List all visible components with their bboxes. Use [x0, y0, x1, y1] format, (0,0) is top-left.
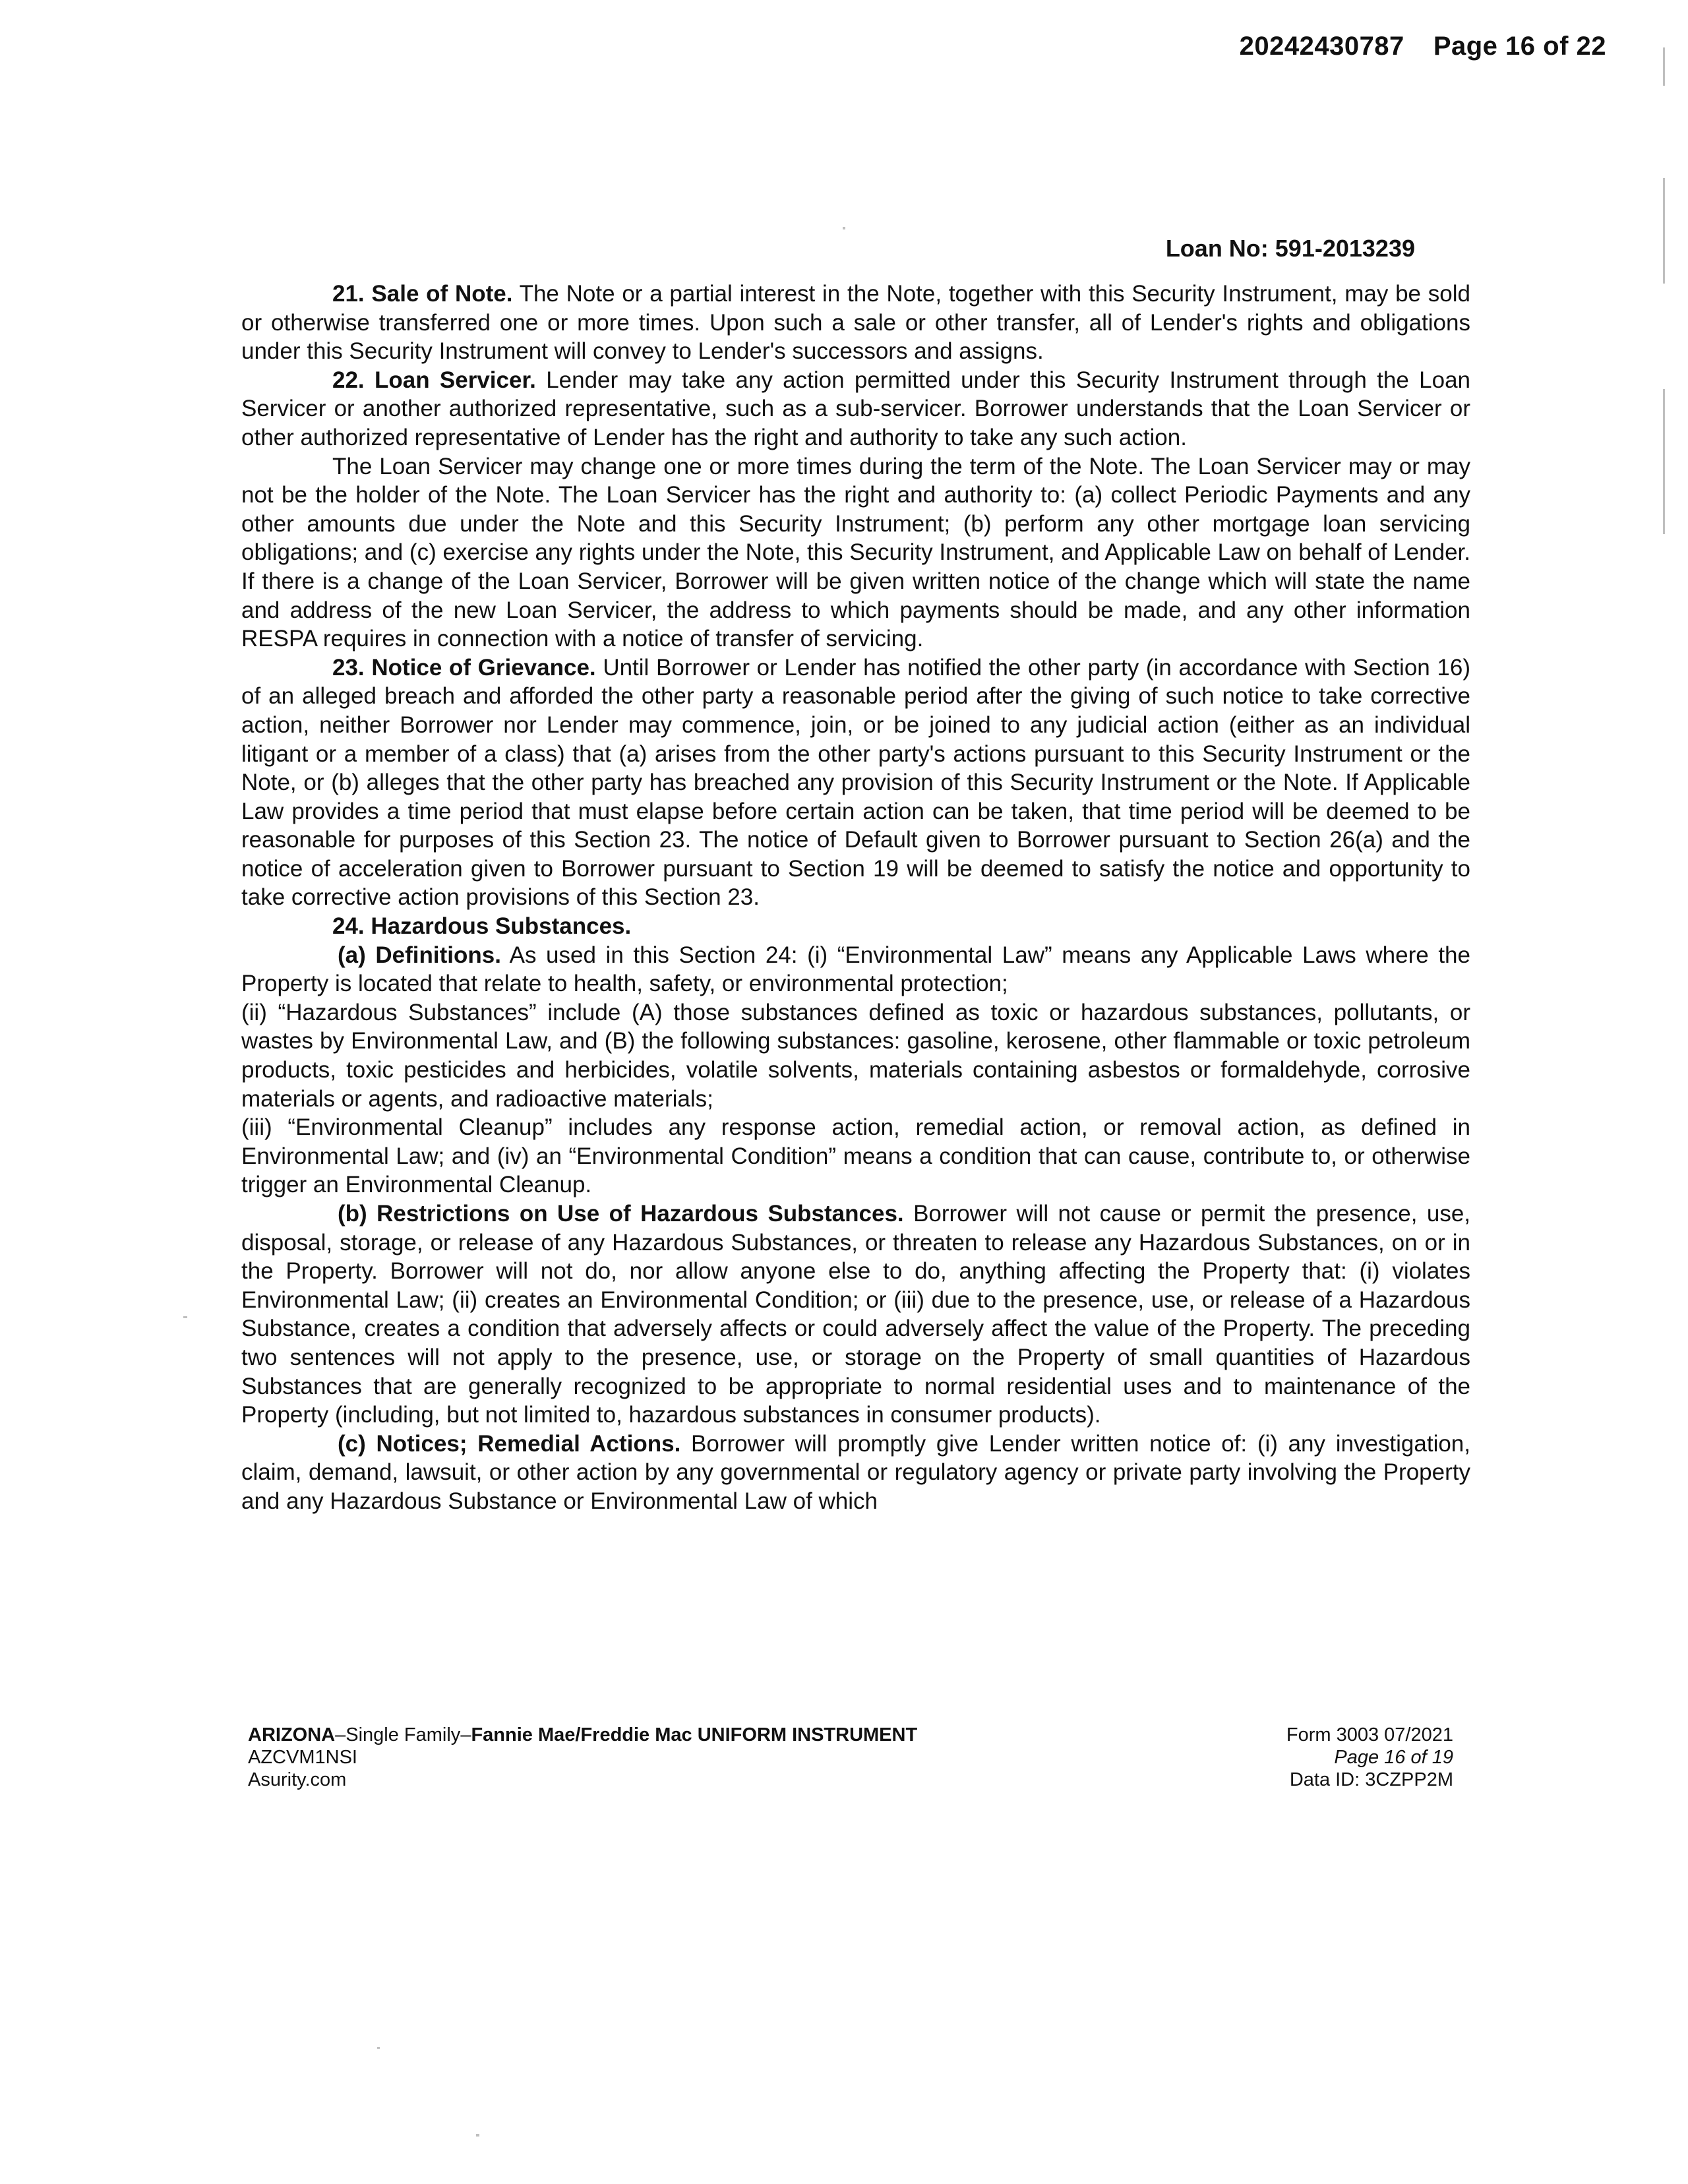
form-page-reference: Page 16 of 19: [1334, 1747, 1453, 1768]
section-21: [241, 280, 1470, 366]
section-24c-heading: (c) Notices; Remedial Actions.: [338, 1430, 681, 1457]
scan-artifact-dot-2: [183, 1316, 187, 1318]
form-separator-1: –: [335, 1724, 346, 1745]
section-21-text: The Note or a partial interest in the Note, together with this Security Instrument, may be sold or otherwise transferred one or more times. Upon such a sale or other transfer, all of Lender's rights and obligations under this Security Instrument will convey to Lender's successors and assigns.: [241, 281, 1470, 365]
recording-header: [1240, 32, 1606, 61]
section-24a-text: As used in this Section 24: (i) “Environmental Law” means any Applicable Laws where the Property is located that relate to health, safety, or environmental protection;: [241, 942, 1470, 997]
scan-artifact-right-2: [1663, 178, 1665, 284]
form-number: Form 3003 07/2021: [1286, 1724, 1453, 1745]
section-24-heading: 24. Hazardous Substances.: [332, 913, 632, 940]
loan-number: Loan No: 591-2013239: [1165, 235, 1415, 262]
page-indicator: Page 16 of 22: [1433, 32, 1606, 61]
section-23: [241, 653, 1470, 912]
section-24c-text: Borrower will promptly give Lender written notice of: (i) any investigation, claim, demand, lawsuit, or other action by any governmental or regulatory agency or private party involving the Property and any Hazardous Substance or Environmental Law of which: [241, 1430, 1470, 1514]
form-instrument: Fannie Mae/Freddie Mac UNIFORM INSTRUMENT: [471, 1724, 918, 1745]
form-footer-right: [1286, 1724, 1453, 1791]
document-number: 20242430787: [1239, 32, 1404, 61]
form-data-id: Data ID: 3CZPP2M: [1289, 1769, 1453, 1790]
section-24a-iii: (iii) “Environmental Cleanup” includes any response action, remedial action, or removal action, as defined in Environmental Law; and (iv) an “Environmental Condition” means a condition that can cause, contribute to, or otherwise trigger an Environmental Cleanup.: [241, 1114, 1470, 1198]
form-title: [248, 1724, 917, 1746]
section-24a-heading: (a) Definitions.: [338, 942, 501, 968]
section-21-heading: 21. Sale of Note.: [332, 281, 513, 307]
section-23-text: Until Borrower or Lender has notified the other party (in accordance with Section 16) of an alleged breach and afforded the other party a reasonable period after the giving of such notice to take corrective action, neither Borrower nor Lender may commence, join, or be joined to any judicial action (either as an individual litigant or a member of a class) that (a) arises from the other party's actions pursuant to this Security Instrument or the Note, or (b) alleges that the other party has breached any provision of this Security Instrument or the Note. If Applicable Law provides a time period that must elapse before certain action can be taken, that time period will be deemed to be reasonable for purposes of this Section 23. The notice of Default given to Borrower pursuant to Section 26(a) and the notice of acceleration given to Borrower pursuant to Section 19 will be deemed to satisfy the notice and opportunity to take corrective action provisions of this Section 23.: [241, 654, 1471, 911]
scan-artifact-dot-3: [377, 2047, 380, 2049]
scan-artifact-dot-1: [843, 227, 845, 229]
document-body: [241, 280, 1470, 1516]
section-22: [241, 366, 1470, 452]
scan-artifact-dot-4: [476, 2134, 479, 2137]
section-24a-ii: (ii) “Hazardous Substances” include (A) those substances defined as toxic or hazardous substances, pollutants, or wastes by Environmental Law, and (B) the following substances: gasoline, kerosene, other flammable or toxic petroleum products, toxic pesticides and herbicides, volatile solvents, materials containing asbestos or formaldehyde, corrosive materials or agents, and radioactive materials;: [241, 999, 1470, 1112]
section-24b-text: Borrower will not cause or permit the presence, use, disposal, storage, or release of any Hazardous Substances, or threaten to release any Hazardous Substances, on or in the Property. Borrower will not do, nor allow anyone else to do, anything affecting the Property that: (i) violates Environmental Law; (ii) creates an Environmental Condition; or (iii) due to the presence, use, or release of a Hazardous Substance, creates a condition that adversely affects or could adversely affect the value of the Property. The preceding two sentences will not apply to the presence, use, or storage on the Property of small quantities of Hazardous Substances that are generally recognized to be appropriate to normal residential uses and to maintenance of the Property (including, but not limited to, hazardous substances in consumer products).: [241, 1201, 1471, 1428]
form-state: ARIZONA: [248, 1724, 336, 1745]
form-family: Single Family: [346, 1724, 461, 1745]
form-website: Asurity.com: [248, 1769, 347, 1790]
form-footer-left: [248, 1724, 917, 1791]
section-24b-heading: (b) Restrictions on Use of Hazardous Substances.: [338, 1201, 904, 1227]
section-24a: [241, 941, 1470, 998]
section-22-text: Lender may take any action permitted under this Security Instrument through the Loan Servicer or another authorized representative, such as a sub-servicer. Borrower understands that the Loan Servicer or other authorized representative of Lender has the right and authority to take any such action.: [241, 367, 1471, 450]
form-separator-2: –: [460, 1724, 471, 1745]
scan-artifact-right-3: [1663, 389, 1665, 534]
section-24c: [241, 1430, 1470, 1516]
section-24: [241, 912, 1470, 941]
section-22-heading: 22. Loan Servicer.: [332, 367, 536, 393]
scan-artifact-right-1: [1663, 47, 1665, 86]
section-24b: [241, 1199, 1470, 1430]
section-22-paragraph-2: The Loan Servicer may change one or more times during the term of the Note. The Loan Servicer may or may not be the holder of the Note. The Loan Servicer has the right and authority to: (a) collect Periodic Payments and any other amounts due under the Note and this Security Instrument; (b) perform any other mortgage loan servicing obligations; and (c) exercise any rights under the Note, this Security Instrument, and Applicable Law on behalf of Lender. If there is a change of the Loan Servicer, Borrower will be given written notice of the change which will state the name and address of the new Loan Servicer, the address to which payments should be made, and any other information RESPA requires in connection with a notice of transfer of servicing.: [241, 453, 1470, 652]
form-code: AZCVM1NSI: [248, 1747, 357, 1768]
section-23-heading: 23. Notice of Grievance.: [332, 654, 596, 681]
